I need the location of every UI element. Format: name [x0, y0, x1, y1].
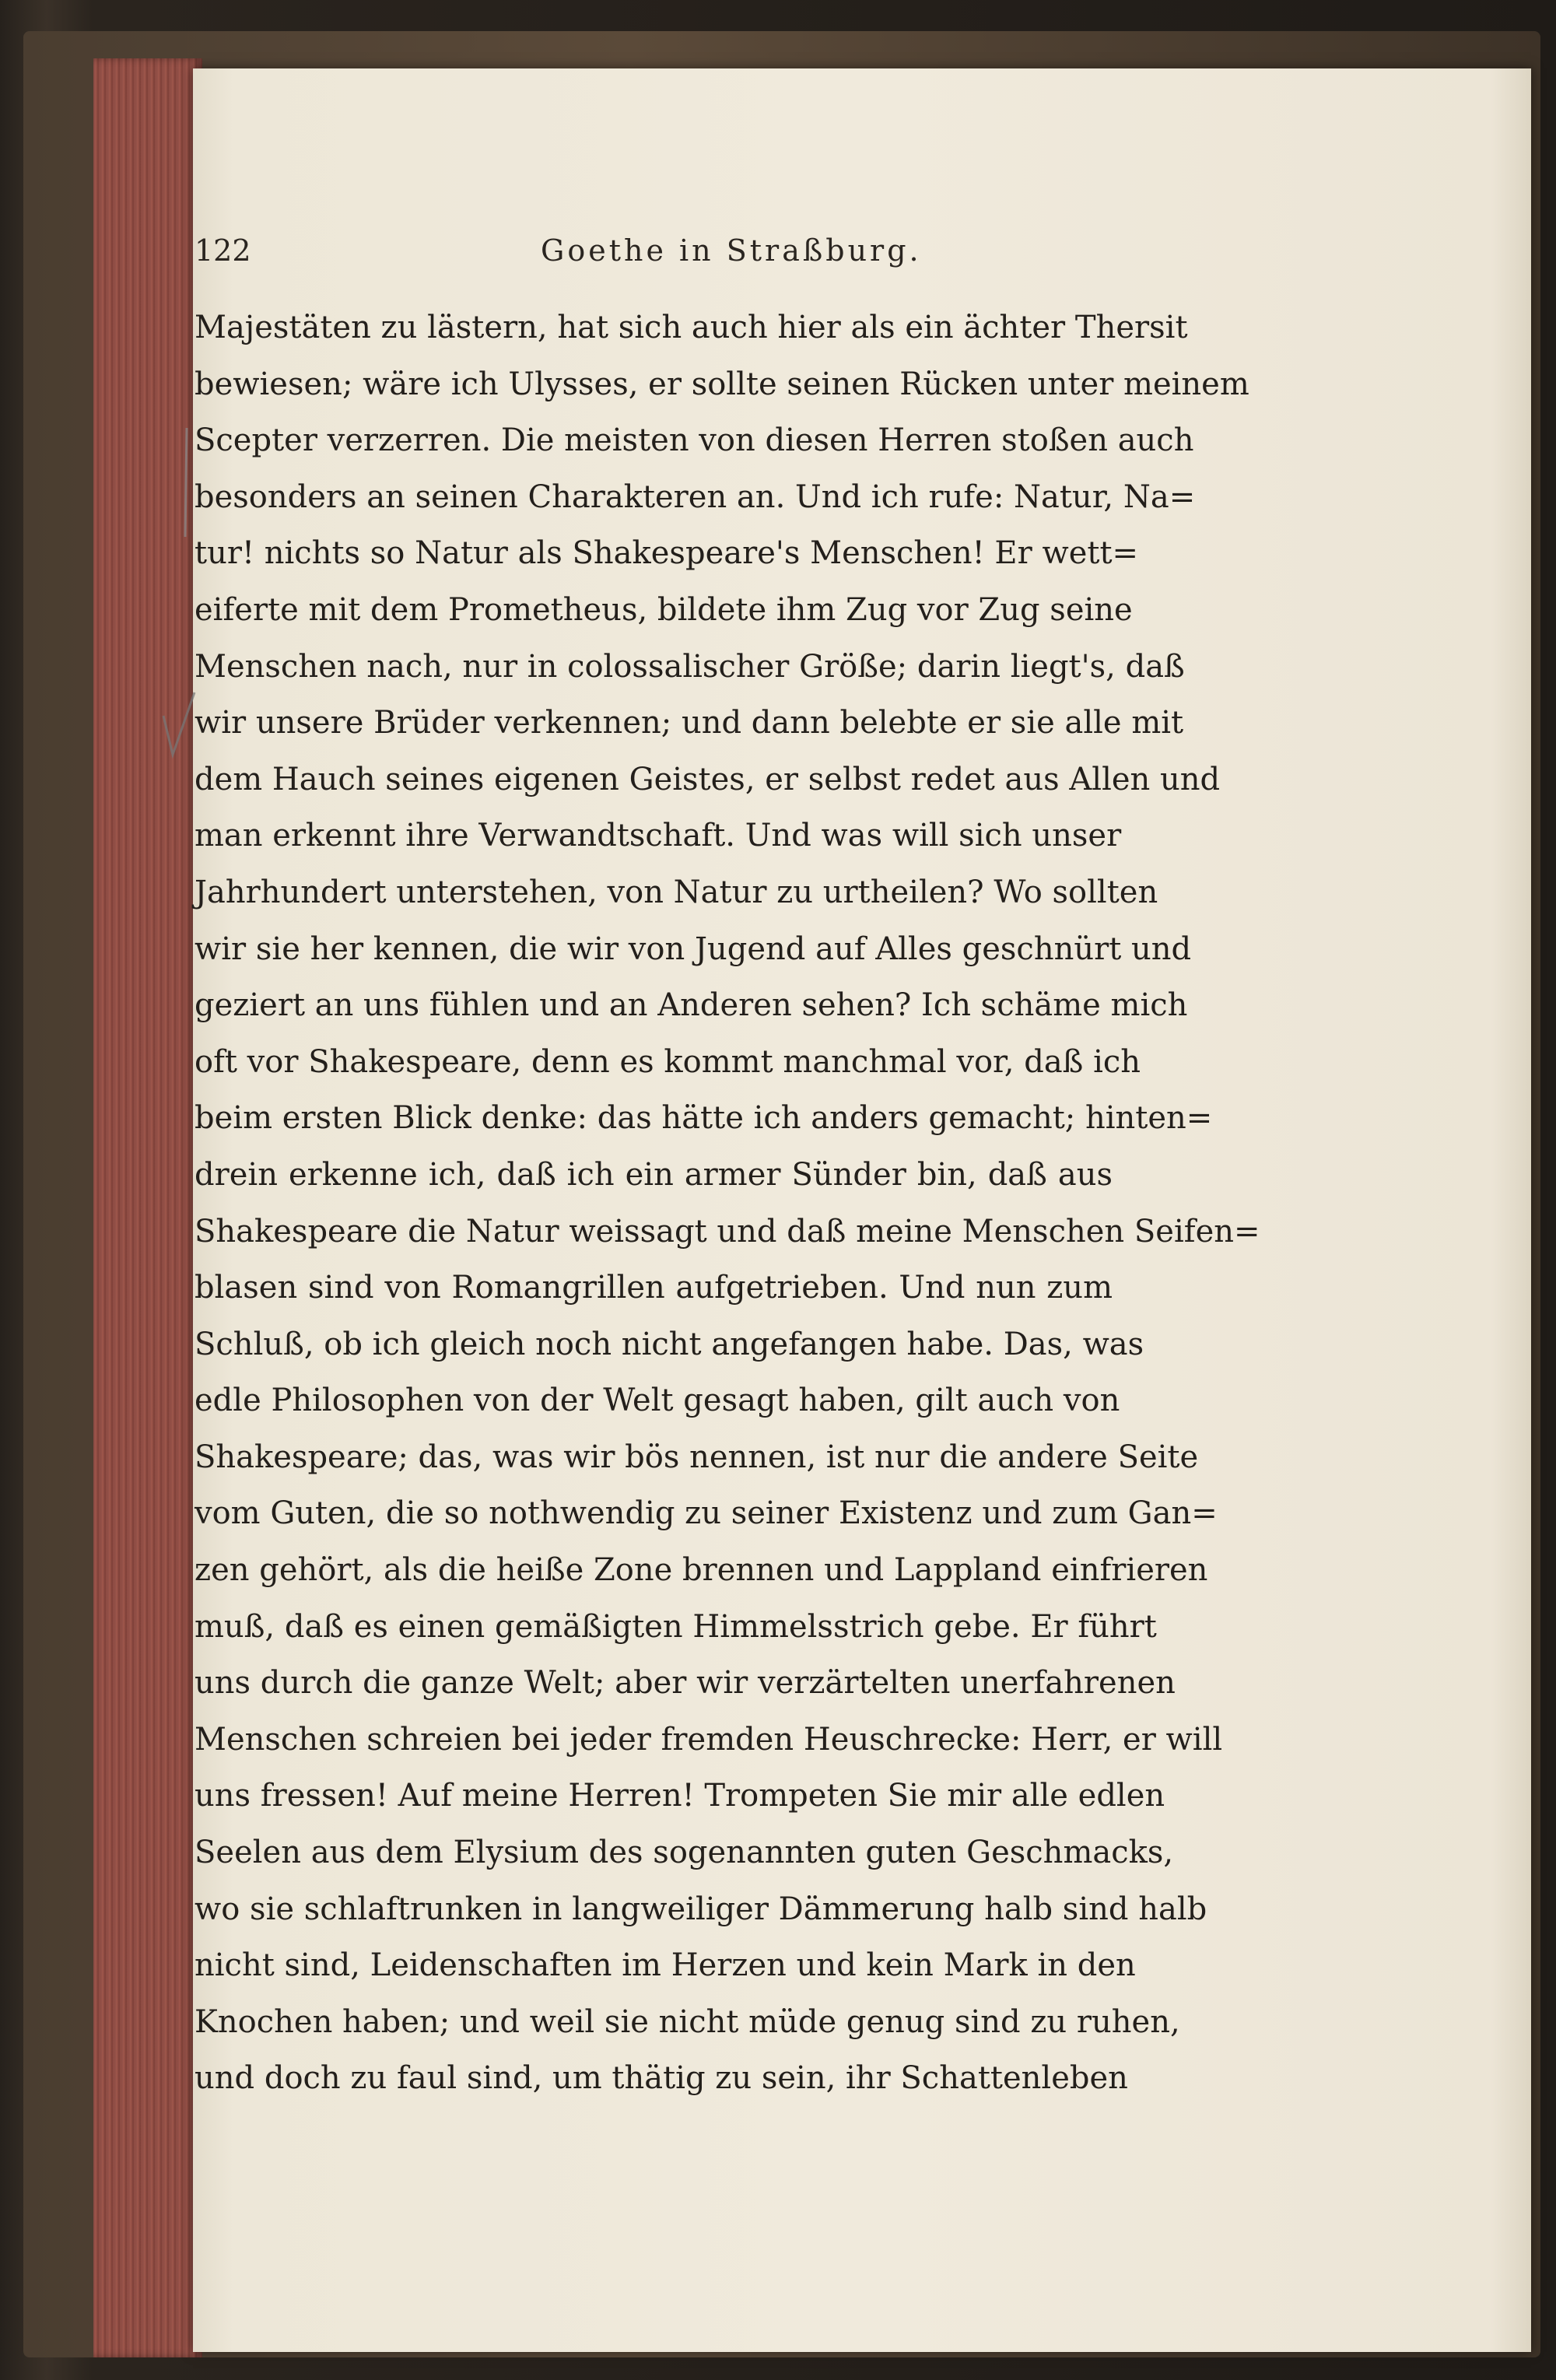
text-line: Shakespeare; das, was wir bös nennen, ist nur die andere Seite: [194, 1439, 1199, 1475]
text-line: besonders an seinen Charakteren an. Und ich rufe: Natur, Na=: [194, 478, 1196, 515]
text-line: Majestäten zu lästern, hat sich auch hier als ein ächter Thersit: [194, 310, 1188, 345]
text-line: drein erkenne ich, daß ich ein armer Sünder bin, daß aus: [194, 1156, 1113, 1193]
text-line: Seelen aus dem Elysium des sogenannten guten Geschmacks,: [194, 1835, 1174, 1871]
text-line: wo sie schlaftrunken in langweiliger Dämmerung halb sind halb: [194, 1891, 1207, 1927]
page-edges: [93, 58, 202, 2357]
text-line: geziert an uns fühlen und an Anderen sehen? Ich schäme mich: [194, 987, 1188, 1024]
text-line: tur! nichts so Natur als Shakespeare's Menschen! Er wett=: [194, 535, 1139, 572]
body-text: [194, 300, 1260, 2107]
text-line: Scepter verzerren. Die meisten von diesen Herren stoßen auch: [194, 422, 1194, 459]
text-line: vom Guten, die so nothwendig zu seiner Existenz und zum Gan=: [194, 1495, 1218, 1532]
page-number: 122: [194, 233, 251, 268]
text-line: eiferte mit dem Prometheus, bildete ihm Zug vor Zug seine: [194, 591, 1133, 628]
text-line: uns durch die ganze Welt; aber wir verzärtelten unerfahrenen: [194, 1665, 1176, 1702]
text-line: blasen sind von Romangrillen aufgetrieben. Und nun zum: [194, 1270, 1113, 1306]
text-line: bewiesen; wäre ich Ulysses, er sollte seinen Rücken unter meinem: [194, 366, 1249, 402]
text-line: und doch zu faul sind, um thätig zu sein, ihr Schattenleben: [194, 2060, 1128, 2097]
text-line: nicht sind, Leidenschaften im Herzen und kein Mark in den: [194, 1947, 1136, 1984]
text-line: wir sie her kennen, die wir von Jugend auf Alles geschnürt und: [194, 931, 1192, 967]
page-header: [194, 233, 1113, 280]
text-line: uns fressen! Auf meine Herren! Trompeten Sie mir alle edlen: [194, 1778, 1165, 1814]
text-line: Knochen haben; und weil sie nicht müde genug sind zu ruhen,: [194, 2003, 1180, 2040]
text-line: beim ersten Blick denke: das hätte ich anders gemacht; hinten=: [194, 1100, 1213, 1137]
text-line: man erkennt ihre Verwandtschaft. Und was will sich unser: [194, 818, 1122, 854]
text-line: Jahrhundert unterstehen, von Natur zu urtheilen? Wo sollten: [194, 874, 1158, 910]
text-line: Schluß, ob ich gleich noch nicht angefangen habe. Das, was: [194, 1326, 1144, 1362]
text-line: Menschen schreien bei jeder fremden Heuschrecke: Herr, er will: [194, 1721, 1223, 1758]
text-line: Menschen nach, nur in colossalischer Größe; darin liegt's, daß: [194, 648, 1185, 685]
text-line: muß, daß es einen gemäßigten Himmelsstrich gebe. Er führt: [194, 1608, 1157, 1645]
text-line: Shakespeare die Natur weissagt und daß meine Menschen Seifen=: [194, 1213, 1260, 1250]
text-line: dem Hauch seines eigenen Geistes, er selbst redet aus Allen und: [194, 761, 1221, 797]
text-line: oft vor Shakespeare, denn es kommt manchmal vor, daß ich: [194, 1043, 1141, 1080]
text-line: wir unsere Brüder verkennen; und dann belebte er sie alle mit: [194, 705, 1184, 741]
text-line: zen gehört, als die heiße Zone brennen und Lappland einfrieren: [194, 1552, 1208, 1589]
running-head: Goethe in Straßburg.: [541, 233, 922, 268]
text-line: edle Philosophen von der Welt gesagt haben, gilt auch von: [194, 1383, 1120, 1419]
